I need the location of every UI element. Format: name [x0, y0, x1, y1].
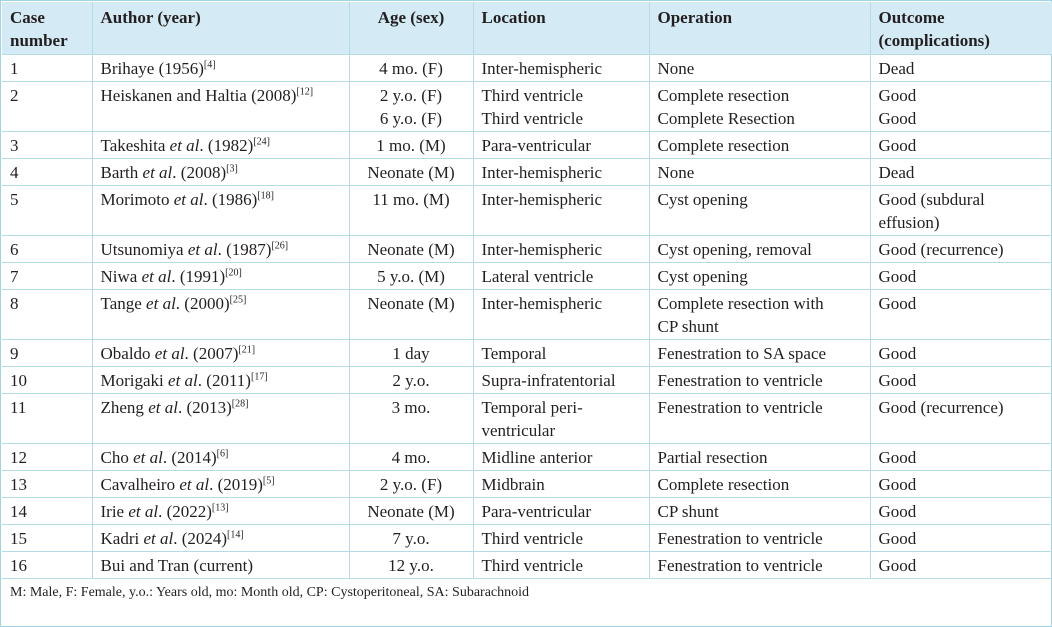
outcome-cell	[870, 393, 1052, 443]
outcome-line: Good	[878, 85, 917, 105]
author-cell	[92, 289, 349, 339]
author-text: . (2008)	[172, 162, 227, 182]
operation-cell	[649, 366, 870, 393]
location-line: Inter-hemispheric	[481, 162, 602, 182]
header-author-year: Author (year)	[92, 2, 349, 54]
reference-citation[interactable]: [12]	[296, 85, 314, 97]
author-etal: et al	[143, 528, 174, 548]
outcome-cell	[870, 551, 1052, 578]
age-cell	[349, 497, 473, 524]
operation-line: Cyst opening	[657, 266, 748, 286]
outcome-line: effusion)	[878, 212, 940, 232]
outcome-cell	[870, 81, 1052, 131]
author-text: Kadri	[100, 528, 144, 548]
operation-cell	[649, 497, 870, 524]
case-number-cell: 6	[2, 235, 92, 262]
header-row	[2, 2, 1052, 54]
age-cell	[349, 339, 473, 366]
outcome-cell	[870, 497, 1052, 524]
author-text: . (2000)	[175, 293, 230, 313]
location-line: ventricular	[481, 420, 556, 440]
table-row	[2, 185, 1052, 235]
age-line: 2 y.o. (F)	[379, 85, 443, 105]
operation-line: None	[657, 58, 695, 78]
outcome-line: Good	[878, 293, 917, 313]
outcome-line: Good	[878, 474, 917, 494]
case-number-cell: 11	[2, 393, 92, 443]
location-line: Inter-hemispheric	[481, 293, 602, 313]
author-text: Zheng	[100, 397, 149, 417]
age-line: Neonate (M)	[367, 239, 455, 259]
author-text: Morimoto	[100, 189, 174, 209]
age-cell	[349, 289, 473, 339]
author-etal: et al	[141, 266, 172, 286]
location-cell	[473, 262, 649, 289]
location-line: Para-ventricular	[481, 501, 591, 521]
age-line: 4 mo.	[391, 447, 431, 467]
location-cell	[473, 470, 649, 497]
table-row	[2, 131, 1052, 158]
age-line: 1 mo. (M)	[376, 135, 446, 155]
operation-line: Fenestration to SA space	[657, 343, 827, 363]
reference-citation[interactable]: [21]	[238, 343, 256, 355]
location-line: Lateral ventricle	[481, 266, 594, 286]
author-text: . (2022)	[158, 501, 212, 521]
operation-line: Cyst opening, removal	[657, 239, 812, 259]
location-line: Third ventricle	[481, 555, 583, 575]
author-text: . (2007)	[184, 343, 239, 363]
author-text: . (2019)	[209, 474, 263, 494]
outcome-line: Good	[878, 266, 917, 286]
author-cell	[92, 366, 349, 393]
outcome-cell	[870, 366, 1052, 393]
location-cell	[473, 235, 649, 262]
case-number-cell: 5	[2, 185, 92, 235]
outcome-cell	[870, 54, 1052, 81]
location-cell	[473, 339, 649, 366]
author-text: Bui and Tran (current)	[100, 555, 254, 575]
outcome-cell	[870, 131, 1052, 158]
author-text: . (2011)	[197, 370, 251, 390]
operation-cell	[649, 185, 870, 235]
author-text: Obaldo	[100, 343, 155, 363]
outcome-cell	[870, 158, 1052, 185]
author-cell	[92, 497, 349, 524]
outcome-line: Good	[878, 108, 917, 128]
operation-cell	[649, 551, 870, 578]
operation-cell	[649, 131, 870, 158]
reference-citation[interactable]: [17]	[250, 370, 268, 382]
location-line: Third ventricle	[481, 108, 583, 128]
outcome-cell	[870, 524, 1052, 551]
table-row	[2, 551, 1052, 578]
case-number-cell: 10	[2, 366, 92, 393]
author-cell	[92, 131, 349, 158]
outcome-cell	[870, 289, 1052, 339]
outcome-cell	[870, 470, 1052, 497]
author-text: . (2013)	[177, 397, 232, 417]
age-cell	[349, 81, 473, 131]
header-age-sex: Age (sex)	[349, 2, 473, 54]
age-line: 7 y.o.	[392, 528, 430, 548]
reference-citation[interactable]: [24]	[253, 135, 270, 147]
author-text: Niwa	[100, 266, 142, 286]
author-etal: et al	[169, 135, 200, 155]
table-body	[2, 54, 1052, 578]
operation-line: None	[657, 162, 695, 182]
operation-cell	[649, 470, 870, 497]
table-row	[2, 158, 1052, 185]
location-cell	[473, 289, 649, 339]
author-text: Heiskanen and Haltia (2008)	[100, 85, 297, 105]
age-line: 5 y.o. (M)	[377, 266, 445, 286]
author-etal: et al	[173, 189, 204, 209]
outcome-cell	[870, 185, 1052, 235]
author-text: Takeshita	[100, 135, 170, 155]
age-cell	[349, 158, 473, 185]
operation-cell	[649, 262, 870, 289]
operation-cell	[649, 393, 870, 443]
author-text: Brihaye (1956)	[100, 58, 204, 78]
location-cell	[473, 54, 649, 81]
location-line: Midline anterior	[481, 447, 593, 467]
author-etal: et al	[168, 370, 198, 390]
author-cell	[92, 54, 349, 81]
case-number-cell: 2	[2, 81, 92, 131]
operation-line: Partial resection	[657, 447, 768, 467]
author-text: Cavalheiro	[100, 474, 180, 494]
author-etal: et al	[133, 447, 163, 467]
case-table	[2, 2, 1052, 605]
table-row	[2, 443, 1052, 470]
location-line: Inter-hemispheric	[481, 239, 602, 259]
age-line: 3 mo.	[391, 397, 431, 417]
table-row	[2, 497, 1052, 524]
location-cell	[473, 185, 649, 235]
operation-cell	[649, 81, 870, 131]
age-cell	[349, 262, 473, 289]
author-cell	[92, 262, 349, 289]
location-cell	[473, 497, 649, 524]
outcome-cell	[870, 339, 1052, 366]
reference-citation[interactable]: [6]	[216, 447, 229, 459]
author-text: Irie	[100, 501, 129, 521]
location-cell	[473, 158, 649, 185]
operation-line: Fenestration to ventricle	[657, 555, 823, 575]
location-line: Temporal peri-	[481, 397, 583, 417]
age-cell	[349, 393, 473, 443]
header-case-number: Case number	[2, 2, 92, 54]
table-row	[2, 81, 1052, 131]
table-row	[2, 262, 1052, 289]
author-etal: et al	[154, 343, 185, 363]
outcome-line: Good (subdural	[878, 189, 985, 209]
footnote: M: Male, F: Female, y.o.: Years old, mo: Month old, CP: Cystoperitoneal, SA: Subarachnoid	[2, 578, 1052, 605]
table-row	[2, 393, 1052, 443]
age-cell	[349, 470, 473, 497]
case-number-cell: 8	[2, 289, 92, 339]
case-number-cell: 12	[2, 443, 92, 470]
operation-cell	[649, 339, 870, 366]
outcome-cell	[870, 443, 1052, 470]
table-row	[2, 470, 1052, 497]
reference-citation[interactable]: [4]	[203, 58, 216, 70]
location-cell	[473, 551, 649, 578]
age-line: 4 mo. (F)	[379, 58, 443, 78]
reference-citation[interactable]: [25]	[229, 293, 247, 305]
age-line: 1 day	[392, 343, 430, 363]
author-etal: et al	[179, 474, 210, 494]
reference-citation[interactable]: [13]	[211, 501, 229, 513]
footnote-row	[2, 578, 1052, 605]
author-text: . (1982)	[199, 135, 254, 155]
outcome-cell	[870, 235, 1052, 262]
author-text: Utsunomiya	[100, 239, 188, 259]
age-line: 2 y.o.	[392, 370, 430, 390]
age-line: 11 mo. (M)	[372, 189, 450, 209]
author-text: Cho	[100, 447, 134, 467]
location-line: Para-ventricular	[481, 135, 591, 155]
author-etal: et al	[142, 162, 173, 182]
author-etal: et al	[148, 397, 178, 417]
author-text: . (2014)	[162, 447, 217, 467]
location-line: Midbrain	[481, 474, 545, 494]
operation-line: Fenestration to ventricle	[657, 528, 823, 548]
operation-line: Complete resection	[657, 135, 790, 155]
operation-line: Complete resection with	[657, 293, 824, 313]
author-cell	[92, 551, 349, 578]
header-operation: Operation	[649, 2, 870, 54]
location-cell	[473, 366, 649, 393]
outcome-cell	[870, 262, 1052, 289]
age-line: Neonate (M)	[367, 293, 455, 313]
location-line: Temporal	[481, 343, 547, 363]
author-etal: et al	[187, 239, 218, 259]
location-line: Inter-hemispheric	[481, 58, 602, 78]
age-cell	[349, 443, 473, 470]
operation-line: Complete resection	[657, 85, 790, 105]
author-cell	[92, 339, 349, 366]
outcome-line: Good	[878, 555, 917, 575]
author-cell	[92, 235, 349, 262]
table-row	[2, 339, 1052, 366]
operation-cell	[649, 289, 870, 339]
table-row	[2, 235, 1052, 262]
operation-line: CP shunt	[657, 501, 719, 521]
age-line: Neonate (M)	[367, 162, 455, 182]
author-cell	[92, 470, 349, 497]
operation-cell	[649, 524, 870, 551]
author-cell	[92, 443, 349, 470]
outcome-line: Good	[878, 528, 917, 548]
author-text: . (1987)	[217, 239, 272, 259]
operation-cell	[649, 235, 870, 262]
outcome-line: Good	[878, 370, 917, 390]
table-row	[2, 524, 1052, 551]
age-cell	[349, 235, 473, 262]
reference-citation[interactable]: [28]	[231, 397, 249, 409]
case-number-cell: 1	[2, 54, 92, 81]
location-line: Third ventricle	[481, 528, 583, 548]
author-etal: et al	[146, 293, 176, 313]
operation-cell	[649, 443, 870, 470]
location-cell	[473, 131, 649, 158]
age-line: 2 y.o. (F)	[379, 474, 443, 494]
operation-line: Cyst opening	[657, 189, 748, 209]
author-text: Barth	[100, 162, 143, 182]
operation-line: Fenestration to ventricle	[657, 370, 823, 390]
case-number-cell: 16	[2, 551, 92, 578]
outcome-line: Good	[878, 447, 917, 467]
header-location: Location	[473, 2, 649, 54]
operation-line: CP shunt	[657, 316, 719, 336]
age-cell	[349, 54, 473, 81]
author-text: Tange	[100, 293, 147, 313]
author-cell	[92, 185, 349, 235]
case-number-cell: 9	[2, 339, 92, 366]
age-cell	[349, 366, 473, 393]
age-cell	[349, 185, 473, 235]
location-cell	[473, 524, 649, 551]
age-line: 6 y.o. (F)	[379, 108, 443, 128]
case-number-cell: 7	[2, 262, 92, 289]
reference-citation[interactable]: [26]	[271, 239, 289, 251]
outcome-line: Good	[878, 135, 917, 155]
reference-citation[interactable]: [18]	[257, 189, 274, 201]
outcome-line: Dead	[878, 162, 915, 182]
case-number-cell: 13	[2, 470, 92, 497]
author-cell	[92, 524, 349, 551]
author-cell	[92, 158, 349, 185]
location-line: Third ventricle	[481, 85, 583, 105]
table-row	[2, 366, 1052, 393]
case-number-cell: 15	[2, 524, 92, 551]
age-line: 12 y.o.	[388, 555, 434, 575]
outcome-line: Good	[878, 501, 917, 521]
operation-cell	[649, 158, 870, 185]
author-cell	[92, 81, 349, 131]
reference-citation[interactable]: [3]	[226, 162, 238, 174]
outcome-line: Dead	[878, 58, 915, 78]
outcome-line: Good	[878, 343, 917, 363]
case-number-cell: 4	[2, 158, 92, 185]
author-text: Morigaki	[100, 370, 169, 390]
location-cell	[473, 443, 649, 470]
header-outcome: Outcome (complications)	[870, 2, 1052, 54]
author-text: . (1991)	[171, 266, 226, 286]
author-text: . (2024)	[173, 528, 228, 548]
location-cell	[473, 81, 649, 131]
reference-citation[interactable]: [5]	[262, 474, 275, 486]
operation-line: Fenestration to ventricle	[657, 397, 823, 417]
case-number-cell: 3	[2, 131, 92, 158]
age-cell	[349, 131, 473, 158]
operation-line: Complete Resection	[657, 108, 795, 128]
author-etal: et al	[128, 501, 159, 521]
case-number-cell: 14	[2, 497, 92, 524]
reference-citation[interactable]: [14]	[227, 528, 244, 540]
age-cell	[349, 524, 473, 551]
reference-citation[interactable]: [20]	[225, 266, 242, 278]
operation-line: Complete resection	[657, 474, 790, 494]
outcome-line: Good (recurrence)	[878, 397, 1004, 417]
age-line: Neonate (M)	[367, 501, 455, 521]
author-cell	[92, 393, 349, 443]
operation-cell	[649, 54, 870, 81]
author-text: . (1986)	[203, 189, 258, 209]
location-line: Supra-infratentorial	[481, 370, 616, 390]
location-line: Inter-hemispheric	[481, 189, 602, 209]
location-cell	[473, 393, 649, 443]
table-row	[2, 54, 1052, 81]
age-cell	[349, 551, 473, 578]
outcome-line: Good (recurrence)	[878, 239, 1004, 259]
table-row	[2, 289, 1052, 339]
